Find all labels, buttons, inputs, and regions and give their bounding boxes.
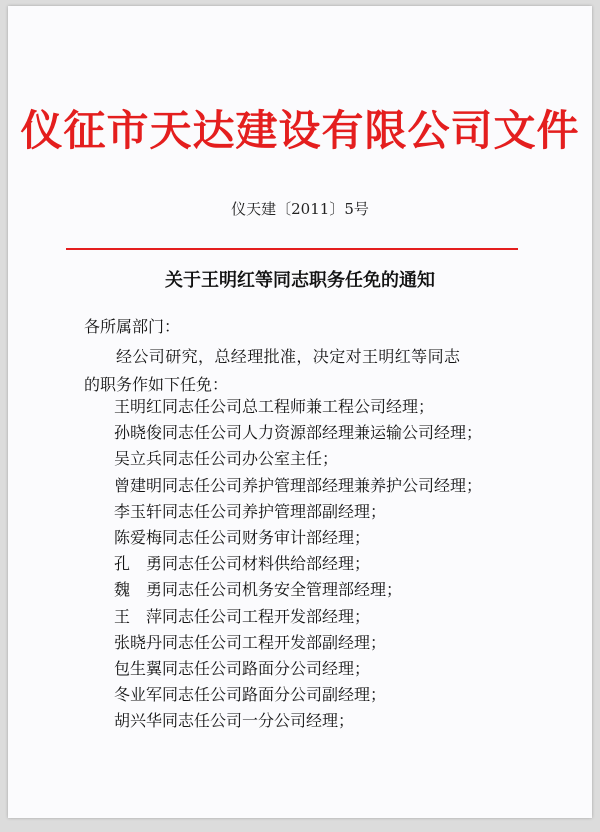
list-item: 张晓丹同志任公司工程开发部副经理；	[114, 632, 387, 652]
list-item: 孔 勇同志任公司材料供给部经理；	[114, 554, 371, 574]
list-item: 魏 勇同志任公司机务安全管理部经理；	[114, 580, 403, 600]
list-item: 胡兴华同志任公司一分公司经理；	[114, 711, 355, 731]
red-divider-line	[66, 248, 518, 250]
list-item: 吴立兵同志任公司办公室主任；	[114, 449, 339, 469]
document-page	[8, 6, 592, 818]
notice-title: 关于王明红等同志职务任免的通知	[165, 270, 435, 291]
list-item: 王 萍同志任公司工程开发部经理；	[114, 606, 371, 626]
list-item: 李玉轩同志任公司养护管理部副经理；	[114, 501, 387, 521]
list-item: 包生翼同志任公司路面分公司经理；	[114, 659, 371, 679]
list-item: 曾建明同志任公司养护管理部经理兼养护公司经理；	[114, 475, 483, 495]
appointment-list	[114, 394, 482, 735]
list-item: 孙晓俊同志任公司人力资源部经理兼运输公司经理；	[114, 423, 483, 443]
list-item: 陈爱梅同志任公司财务审计部经理；	[114, 528, 371, 548]
document-header-title: 仪征市天达建设有限公司文件	[20, 106, 580, 155]
intro-paragraph: 经公司研究，总经理批准，决定对王明红等同志的职务作如下任免：	[84, 347, 460, 394]
list-item: 冬业军同志任公司路面分公司副经理；	[114, 685, 387, 705]
salutation: 各所属部门：	[84, 317, 181, 336]
document-number: 仪天建〔2011〕5号	[231, 200, 369, 218]
list-item: 王明红同志任公司总工程师兼工程公司经理；	[114, 397, 435, 416]
